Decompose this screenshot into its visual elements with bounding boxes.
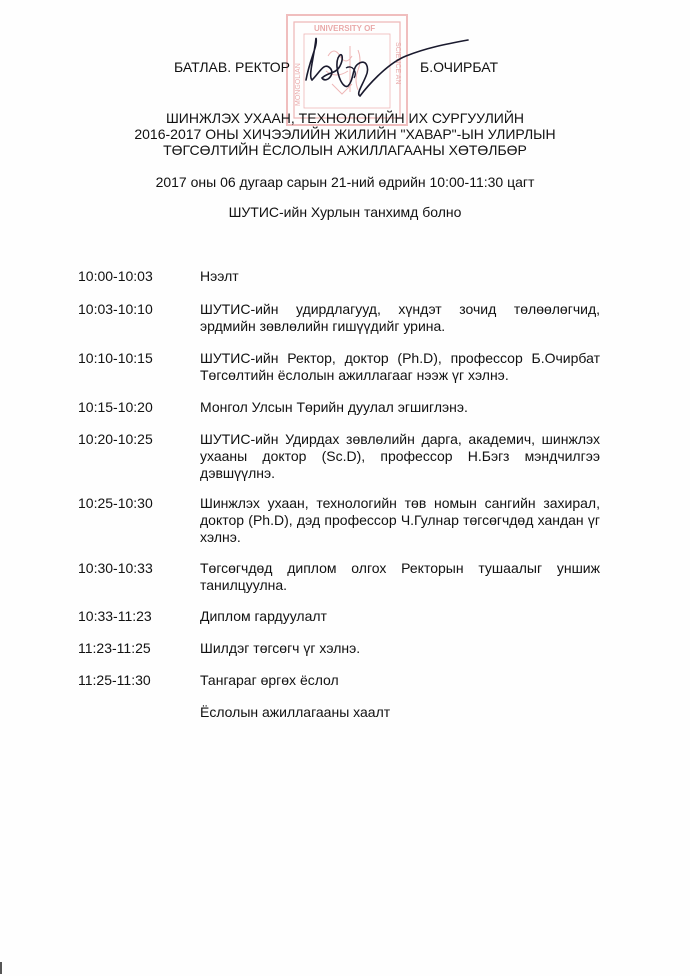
schedule-time: 11:25-11:30 [78, 672, 151, 688]
event-venue: ШУТИС-ийн Хурлын танхимд болно [228, 204, 462, 220]
schedule-item: ШУТИС-ийн Удирдах зөвлөлийн дарга, академич, шинжлэх ухааны доктор (Sc.D), профессор Н.Бэгз мэндчилгээ дэвшүүлнэ. [200, 431, 600, 481]
approval-line [0, 59, 690, 79]
schedule-item: Диплом гардуулалт [200, 608, 327, 624]
schedule-item: Монгол Улсын Төрийн дуулал эгшиглэнэ. [200, 399, 468, 415]
scan-edge-mark [0, 962, 2, 974]
stamp-text-left: MONGOLIAN [295, 63, 302, 106]
schedule-item: Шинжлэх ухаан, технологийн төв номын сангийн захирал, доктор (Ph.D), дэд профессор Ч.Гулнар төгсөгчдөд хандан үг хэлнэ. [200, 495, 600, 545]
stamp-text-top: UNIVERSITY OF [314, 24, 376, 33]
schedule-time: 10:15-10:20 [78, 399, 153, 415]
schedule-item: Тангараг өргөх ёслол [200, 672, 339, 688]
schedule-time: 10:10-10:15 [78, 350, 153, 366]
schedule-item: Шилдэг төгсөгч үг хэлнэ. [200, 640, 361, 656]
schedule-item: ШУТИС-ийн Ректор, доктор (Ph.D), профессор Б.Очирбат Төгсөлтийн ёслолын ажиллагааг нээж үг хэлнэ. [200, 350, 600, 383]
rector-name: Б.ОЧИРБАТ [420, 59, 499, 75]
event-date: 2017 оны 06 дугаар сарын 21-ний өдрийн 10:00-11:30 цагт [155, 174, 535, 190]
document-title [0, 110, 690, 158]
schedule-item: ШУТИС-ийн удирдлагууд, хүндэт зочид төлөөлөгчид, эрдмийн зөвлөлийн гишүүдийг урина. [200, 301, 600, 334]
schedule-time: 10:30-10:33 [78, 560, 153, 576]
schedule-item: Нээлт [200, 268, 239, 284]
schedule-time: 10:20-10:25 [78, 431, 153, 447]
title-line-1: ШИНЖЛЭХ УХААН, ТЕХНОЛОГИЙН ИХ СУРГУУЛИЙН [165, 110, 525, 126]
schedule-time: 11:23-11:25 [78, 640, 151, 656]
stamp-text-right: SCIENCE AN [394, 42, 401, 85]
schedule-item: Төгсөгчдөд диплом олгох Ректорын тушаалыг уншиж танилцуулна. [200, 560, 600, 593]
title-line-2: 2016-2017 ОНЫ ХИЧЭЭЛИЙН ЖИЛИЙН "ХАВАР"-ЫН УЛИРЛЫН [134, 126, 556, 142]
schedule-time: 10:25-10:30 [78, 495, 153, 511]
schedule-time: 10:00-10:03 [78, 268, 153, 284]
title-line-3: ТӨГСӨЛТИЙН ЁСЛОЛЫН АЖИЛЛАГААНЫ ХӨТӨЛБӨР [163, 142, 527, 158]
schedule-time: 10:03-10:10 [78, 301, 153, 317]
schedule-time: 10:33-11:23 [78, 608, 152, 624]
schedule-item: Ёслолын ажиллагааны хаалт [200, 704, 391, 720]
approve-label: БАТЛАВ. РЕКТОР [174, 59, 290, 75]
